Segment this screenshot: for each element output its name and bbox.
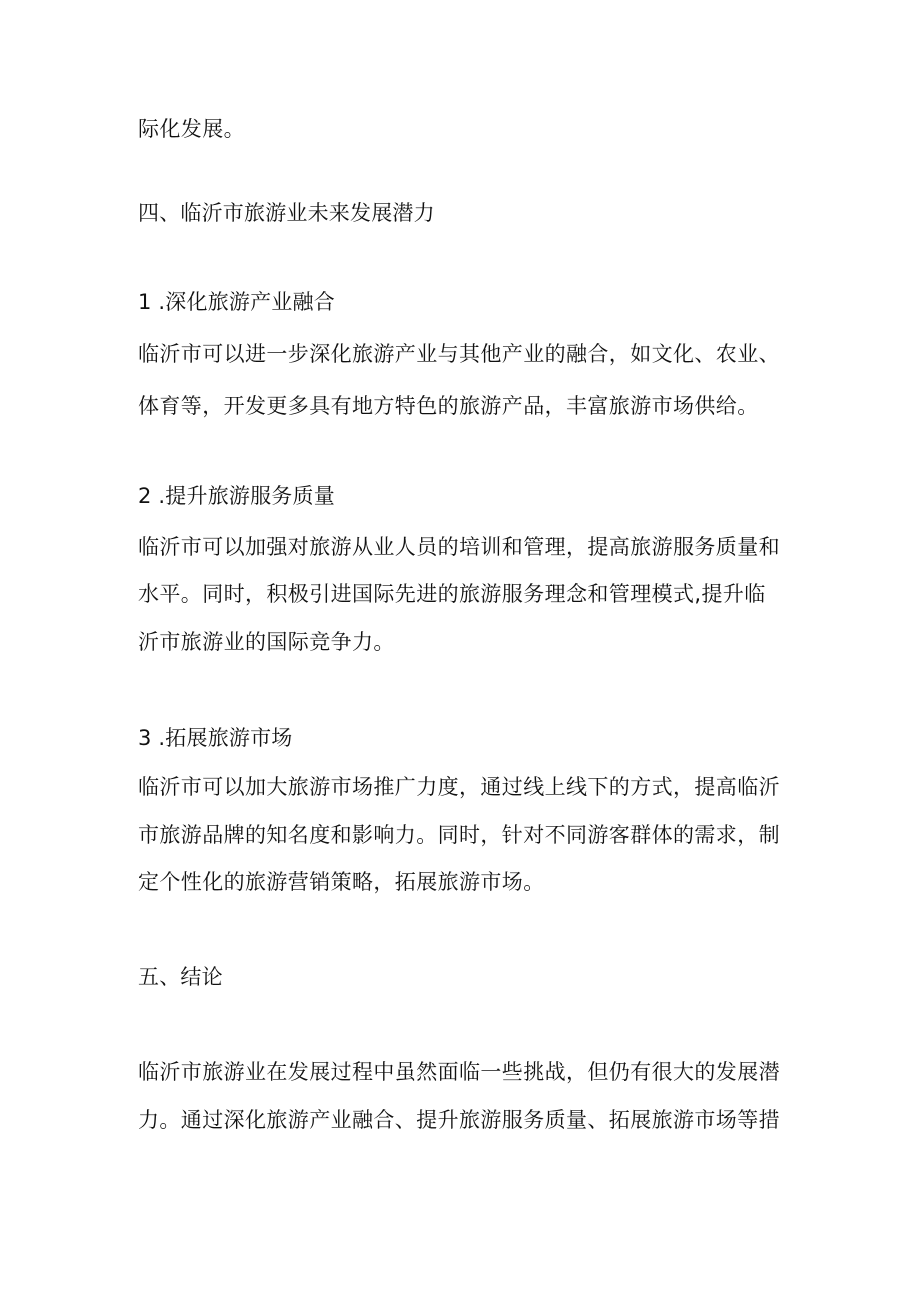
paragraph-line: 体育等，开发更多具有地方特色的旅游产品，丰富旅游市场供给。: [138, 394, 759, 418]
section-title: 四、临沂市旅游业未来发展潜力: [138, 201, 435, 225]
paragraph-line: 力。通过深化旅游产业融合、提升旅游服务质量、拓展旅游市场等措: [138, 1108, 780, 1132]
paragraph-line: 定个性化的旅游营销策略，拓展旅游市场。: [138, 870, 545, 894]
paragraph-line: 沂市旅游业的国际竞争力。: [138, 630, 395, 654]
paragraph-line: 临沂市可以加强对旅游从业人员的培训和管理，提高旅游服务质量和: [138, 535, 780, 559]
paragraph-line: 临沂市可以加大旅游市场推广力度，通过线上线下的方式，提高临沂: [138, 775, 780, 799]
subsection-heading: 1 .深化旅游产业融合: [138, 290, 335, 314]
section-title: 五、结论: [138, 965, 223, 989]
paragraph-line: 际化发展。: [138, 117, 245, 141]
paragraph-line: 水平。同时，积极引进国际先进的旅游服务理念和管理模式,提升临: [138, 582, 766, 606]
paragraph-line: 市旅游品牌的知名度和影响力。同时，针对不同游客群体的需求，制: [138, 823, 780, 847]
subsection-heading: 3 .拓展旅游市场: [138, 726, 293, 750]
paragraph-line: 临沂市旅游业在发展过程中虽然面临一些挑战，但仍有很大的发展潜: [138, 1060, 780, 1084]
subsection-heading: 2 .提升旅游服务质量: [138, 484, 335, 508]
paragraph-line: 临沂市可以进一步深化旅游产业与其他产业的融合，如文化、农业、: [138, 342, 780, 366]
